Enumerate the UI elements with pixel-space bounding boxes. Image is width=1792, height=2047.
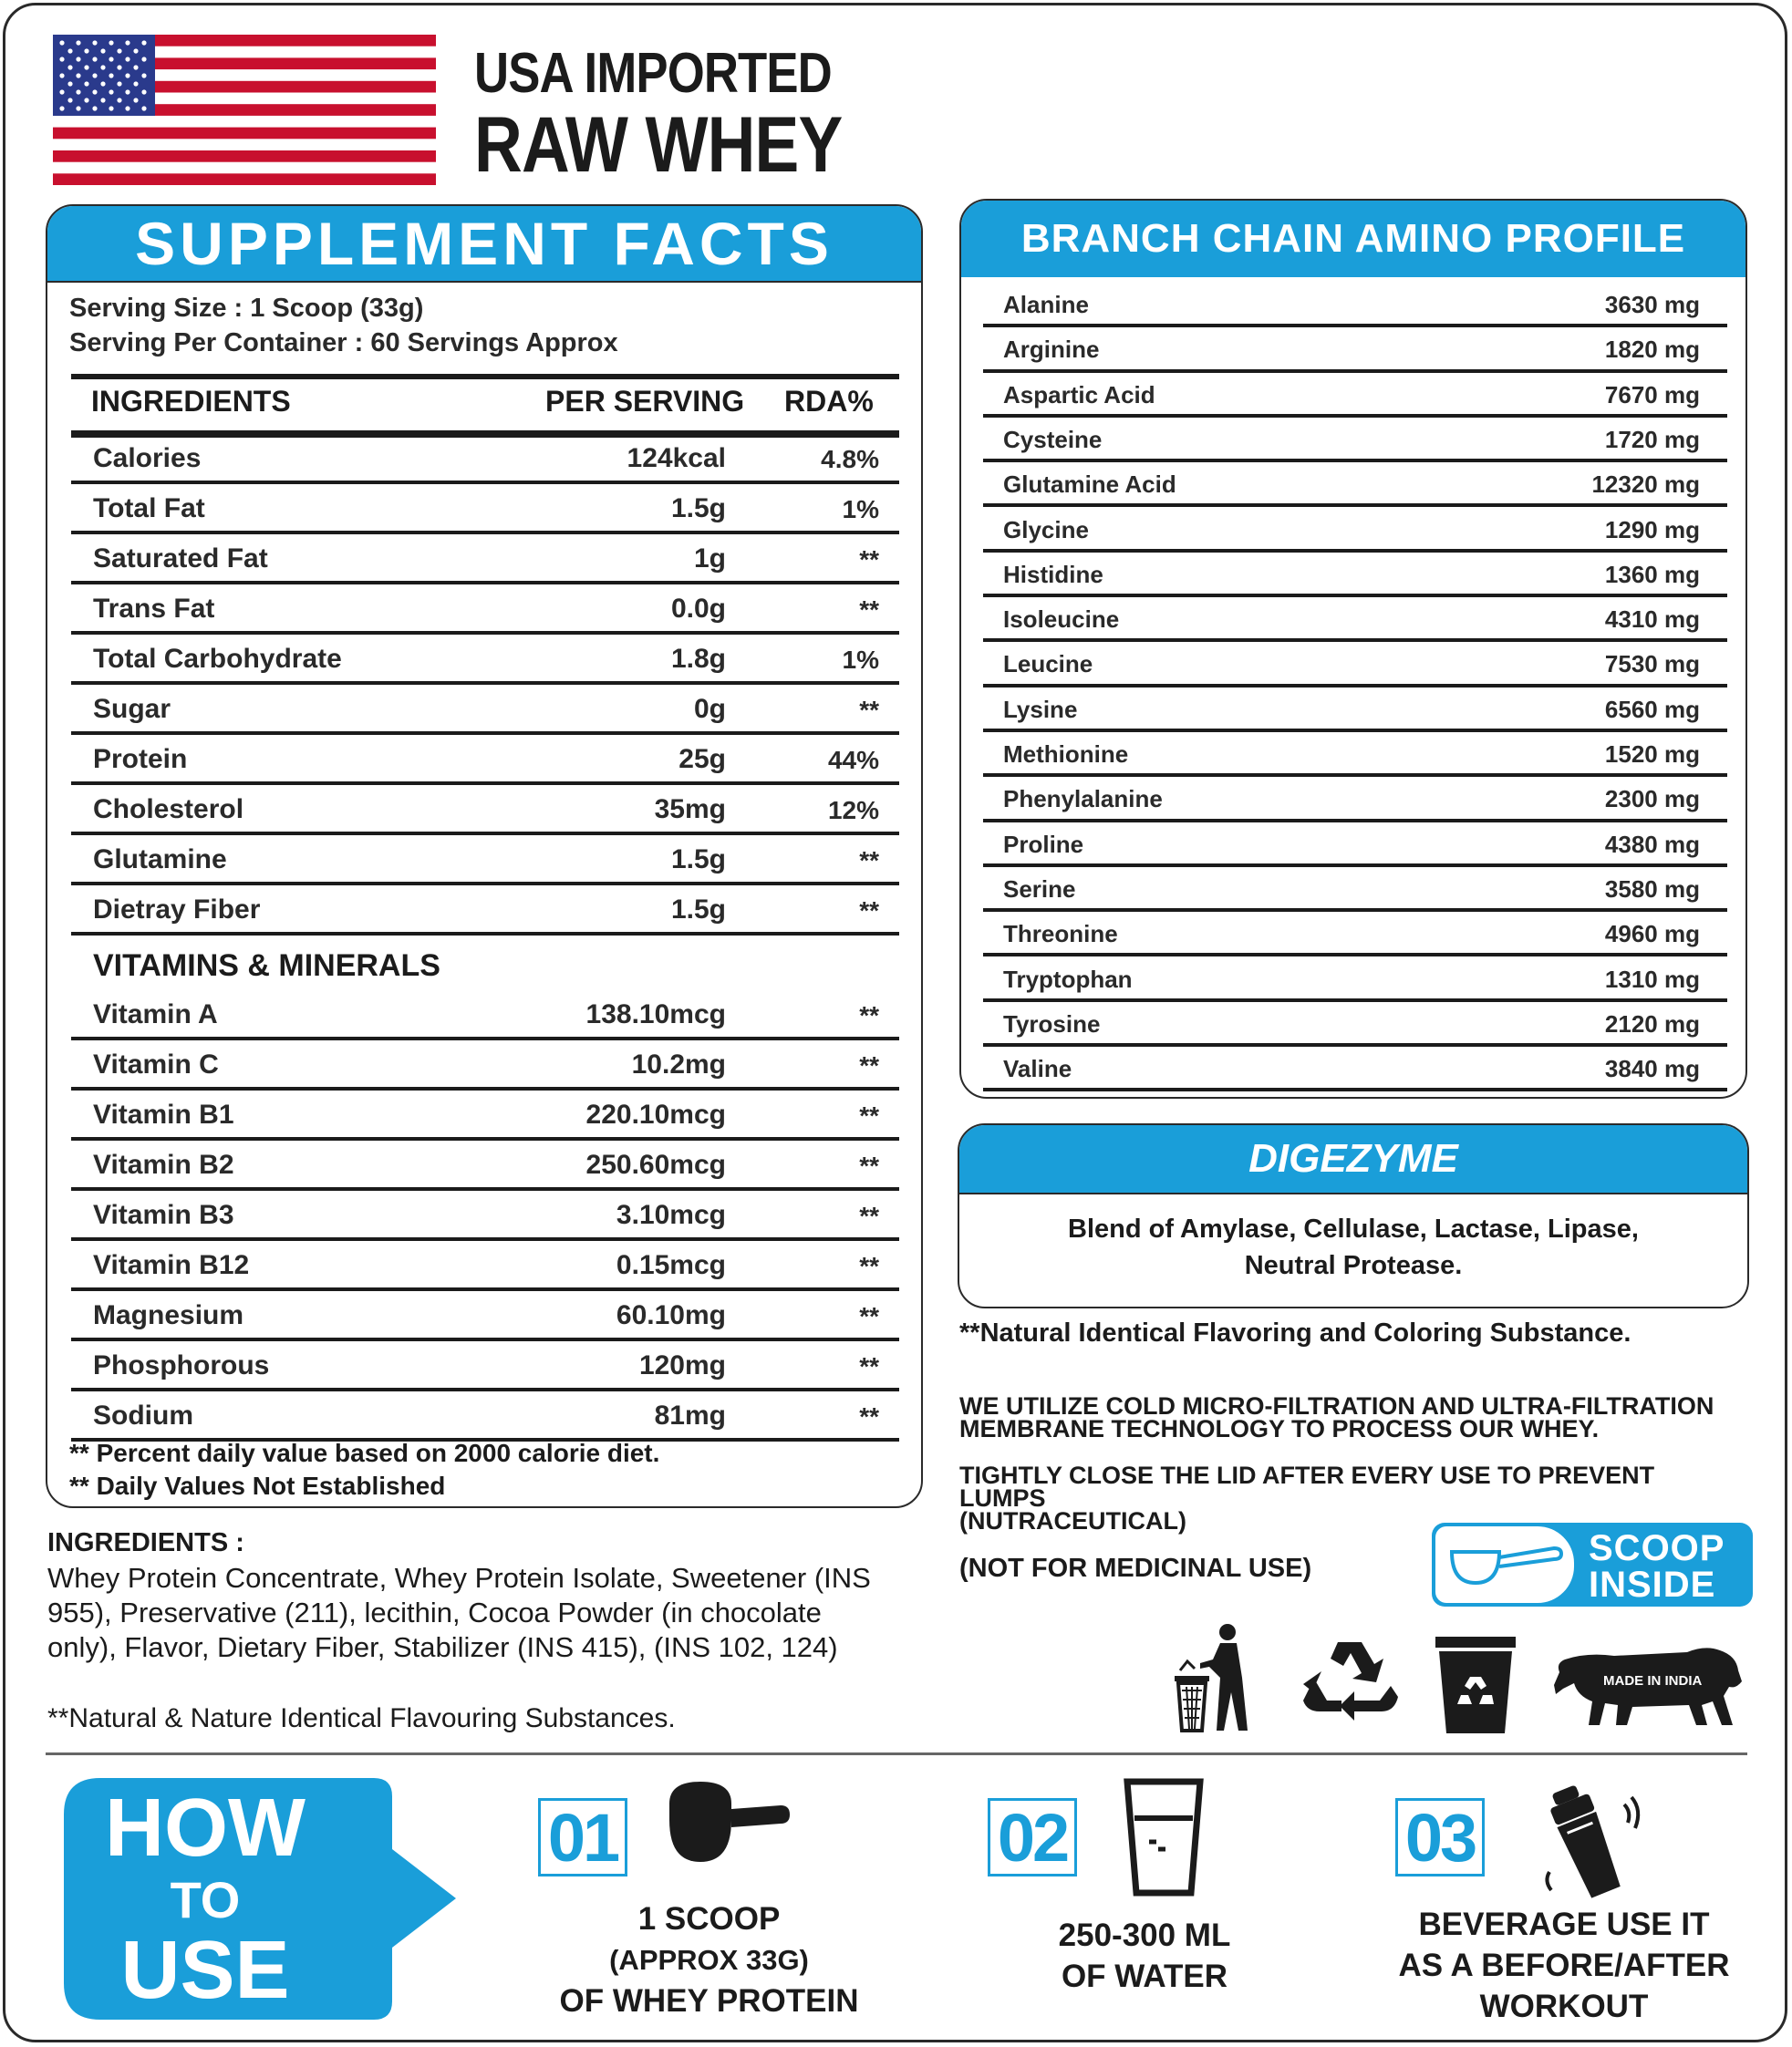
nutrient-rda: 44% [827,746,879,774]
nutrient-value: 250.60mcg [585,1150,726,1180]
digezyme-panel [958,1123,1749,1308]
nutrient-value: 220.10mcg [585,1100,726,1130]
table-row [71,1141,899,1191]
use-line: USE [120,1925,290,2016]
water-glass-icon [1124,1778,1204,1897]
filtration-line-1: WE UTILIZE COLD MICRO-FILTRATION AND ULTRA-FILTRATION [959,1392,1714,1420]
step-3-number: 03 [1395,1798,1485,1876]
nutrient-value: 3.10mcg [616,1200,726,1230]
lid-line-2: LUMPS [959,1484,1046,1512]
table-row [71,434,899,484]
recycle-bin-icon [1434,1635,1518,1735]
amino-value: 1360 mg [1604,560,1700,588]
nutrient-name: Total Carbohydrate [93,644,342,674]
step-3-line-1: BEVERAGE USE IT [1418,1907,1710,1942]
amino-value: 12320 mg [1591,470,1700,499]
table-row [71,735,899,785]
amino-row [983,418,1727,462]
nutrient-rda: ** [859,696,879,724]
nutrient-value: 1.5g [670,493,726,523]
amino-name: Alanine [1003,291,1089,318]
amino-row [983,642,1727,687]
amino-value: 4310 mg [1604,605,1700,634]
nutrient-value: 138.10mcg [585,999,726,1029]
how-line: HOW [105,1783,306,1874]
nutrient-rda: 12% [827,796,879,824]
digezyme-line-2: Neutral Protease. [1244,1251,1463,1280]
nutrient-rda: ** [859,1402,879,1431]
amino-row [983,822,1727,867]
supplement-facts-title: SUPPLEMENT FACTS [47,206,921,283]
nutrient-value: 124kcal [627,443,726,473]
dispose-bin-icon [1173,1623,1260,1736]
nutrient-name: Sodium [93,1401,193,1431]
amino-name: Arginine [1003,336,1100,364]
nutrient-name: Vitamin B1 [93,1100,234,1130]
amino-name: Leucine [1003,650,1093,678]
ingredients-note: **Natural & Nature Identical Flavouring Substances. [47,1703,676,1733]
table-row [71,990,899,1040]
amino-row [983,1002,1727,1047]
table-row [71,885,899,936]
table-row [71,584,899,635]
amino-row [983,777,1727,822]
nutrient-name: Calories [93,443,202,473]
nutrient-name: Vitamin B3 [93,1200,234,1230]
column-per-serving: PER SERVING [545,385,745,418]
table-row [71,835,899,885]
amino-name: Tyrosine [1003,1009,1101,1038]
column-ingredients: INGREDIENTS [91,385,291,418]
amino-row [983,957,1727,1002]
step-2-number: 02 [988,1798,1077,1876]
step-1-number: 01 [538,1798,627,1876]
nutraceutical-label: (NUTRACEUTICAL) [959,1507,1186,1535]
recycle-icon [1300,1637,1400,1732]
amino-row [983,688,1727,732]
step-1-line-3: OF WHEY PROTEIN [559,1983,859,2019]
scoop-step-icon [666,1778,792,1864]
table-row [71,1391,899,1442]
step-3-line-3: WORKOUT [1479,1989,1649,2024]
nutrient-value: 81mg [654,1401,726,1431]
nutrient-name: Total Fat [93,493,205,523]
nutrient-name: Protein [93,744,188,774]
nutrient-rda: ** [859,1101,879,1130]
nutrient-rda: 1% [842,646,879,674]
section-divider [46,1752,1747,1755]
step-1-line-1: 1 SCOOP [637,1901,781,1937]
amino-name: Glutamine Acid [1003,470,1176,499]
amino-name: Lysine [1003,695,1078,723]
digezyme-title: DIGEZYME [959,1125,1747,1194]
amino-name: Phenylalanine [1003,785,1163,813]
step-1-line-2: (APPROX 33G) [609,1944,809,1976]
nutrient-name: Vitamin B12 [93,1250,250,1280]
digezyme-line-1: Blend of Amylase, Cellulase, Lactase, Lipase, [1068,1215,1639,1244]
serving-size: Serving Size : 1 Scoop (33g) [69,294,424,323]
step-2-text [1008,1915,1281,1997]
not-medicinal-label: (NOT FOR MEDICINAL USE) [959,1554,1312,1583]
flavoring-note: **Natural Identical Flavoring and Coloring Substance. [959,1318,1631,1348]
nutrient-value: 1g [693,543,726,574]
amino-value: 2120 mg [1604,1009,1700,1038]
amino-value: 2300 mg [1604,785,1700,813]
amino-name: Cysteine [1003,425,1103,453]
amino-name: Tryptophan [1003,965,1133,993]
title-line-1: USA IMPORTED [474,42,832,105]
filtration-line-2: MEMBRANE TECHNOLOGY TO PROCESS OUR WHEY. [959,1415,1600,1442]
step-3-text [1372,1904,1756,2027]
amino-value: 4380 mg [1604,830,1700,858]
made-in-india-label: MADE IN INDIA [1603,1673,1703,1689]
amino-value: 7670 mg [1604,380,1700,408]
footnote-daily-value: ** Percent daily value based on 2000 calorie diet. [69,1439,660,1467]
table-row [71,1091,899,1141]
amino-row [983,283,1727,327]
table-row [71,1341,899,1391]
nutrient-rda: ** [859,1302,879,1330]
amino-row [983,597,1727,642]
nutrient-rda: ** [859,1152,879,1180]
how-to-use-title [64,1783,347,2016]
serving-per-container: Serving Per Container : 60 Servings Approx [69,328,618,357]
step-2-line-2: OF WATER [1061,1959,1228,1994]
amino-row [983,732,1727,777]
footnote-not-established: ** Daily Values Not Established [69,1472,446,1500]
amino-name: Glycine [1003,515,1089,543]
product-title [474,42,907,189]
nutrient-rda: ** [859,846,879,874]
amino-value: 3840 mg [1604,1055,1700,1083]
amino-value: 1310 mg [1604,965,1700,993]
amino-row [983,1047,1727,1091]
digezyme-description [959,1211,1747,1284]
amino-value: 1290 mg [1604,515,1700,543]
ingredients-list: Whey Protein Concentrate, Whey Protein Isolate, Sweetener (INS 955), Preservative (211), lecithin, Cocoa Powder (in chocolate only), Flavor, Dietary Fiber, Stabilizer (INS 415), (INS 102, 124) [47,1562,871,1663]
nutrient-name: Cholesterol [93,794,244,824]
usa-flag-icon [53,35,436,185]
nutrient-value: 0g [693,694,726,724]
nutrient-rda: 1% [842,495,879,523]
amino-value: 4960 mg [1604,920,1700,948]
amino-row [983,462,1727,507]
nutrient-name: Vitamin C [93,1049,219,1080]
amino-value: 3630 mg [1604,291,1700,318]
nutrient-rda: ** [859,1252,879,1280]
table-row [71,534,899,584]
amino-row [983,508,1727,553]
nutrient-rda: ** [859,1202,879,1230]
table-row [71,1040,899,1091]
table-row [71,1191,899,1241]
amino-value: 1720 mg [1604,425,1700,453]
vitamins-title: VITAMINS & MINERALS [93,948,440,983]
nutrient-name: Saturated Fat [93,543,268,574]
scoop-inside-line-2: INSIDE [1589,1565,1716,1605]
table-row [71,635,899,685]
amino-profile-panel [959,199,1747,1099]
nutrient-value: 25g [678,744,726,774]
step-3-line-2: AS A BEFORE/AFTER [1398,1948,1730,1983]
nutrient-value: 1.5g [670,844,726,874]
lid-line-1: TIGHTLY CLOSE THE LID AFTER EVERY USE TO PREVENT [959,1462,1655,1489]
nutrient-value: 35mg [654,794,726,824]
amino-name: Threonine [1003,920,1118,948]
amino-value: 7530 mg [1604,650,1700,678]
nutrient-name: Sugar [93,694,171,724]
amino-name: Isoleucine [1003,605,1120,634]
amino-name: Serine [1003,874,1076,903]
nutrient-rda: 4.8% [821,445,879,473]
nutrient-value: 60.10mg [616,1300,726,1330]
amino-row [983,327,1727,372]
nutrient-name: Glutamine [93,844,227,874]
column-rda: RDA% [784,385,874,418]
nutrient-name: Vitamin B2 [93,1150,234,1180]
amino-name: Valine [1003,1055,1072,1083]
nutrient-rda: ** [859,595,879,624]
scoop-inside-badge [1432,1523,1753,1607]
nutrient-value: 1.5g [670,894,726,925]
nutrient-rda: ** [859,1051,879,1080]
amino-row [983,912,1727,956]
scoop-icon [1435,1526,1574,1603]
nutrient-name: Magnesium [93,1300,244,1330]
amino-value: 1520 mg [1604,740,1700,768]
amino-profile-title: BRANCH CHAIN AMINO PROFILE [961,201,1745,277]
nutrient-value: 0.0g [670,594,726,624]
amino-name: Methionine [1003,740,1129,768]
nutrient-rda: ** [859,1001,879,1029]
amino-value: 1820 mg [1604,336,1700,364]
table-row [71,1291,899,1341]
top-rule [71,374,899,379]
nutrient-rda: ** [859,1352,879,1380]
step-1-text [547,1898,871,2021]
amino-row [983,867,1727,912]
nutrient-name: Vitamin A [93,999,218,1029]
shaker-icon [1537,1773,1646,1903]
amino-name: Aspartic Acid [1003,380,1155,408]
amino-row [983,373,1727,418]
nutrient-rda: ** [859,545,879,574]
nutrient-rda: ** [859,896,879,925]
nutrient-value: 120mg [638,1350,726,1380]
title-line-2: RAW WHEY [474,101,843,189]
nutrient-value: 1.8g [670,644,726,674]
amino-row [983,553,1727,597]
nutrient-name: Trans Fat [93,594,215,624]
amino-value: 6560 mg [1604,695,1700,723]
amino-name: Proline [1003,830,1084,858]
nutrient-name: Phosphorous [93,1350,270,1380]
supplement-facts-panel [46,204,923,1508]
table-row [71,785,899,835]
amino-name: Histidine [1003,560,1103,588]
ingredients-title: INGREDIENTS : [47,1528,244,1557]
amino-value: 3580 mg [1604,874,1700,903]
table-row [71,484,899,534]
to-line: TO [170,1871,241,1928]
table-row [71,685,899,735]
table-row [71,1241,899,1291]
nutrient-name: Dietray Fiber [93,894,261,925]
step-2-line-1: 250-300 ML [1058,1918,1231,1953]
nutrient-value: 10.2mg [631,1049,726,1080]
nutrient-value: 0.15mcg [616,1250,726,1280]
scoop-inside-line-1: SCOOP [1589,1528,1725,1568]
